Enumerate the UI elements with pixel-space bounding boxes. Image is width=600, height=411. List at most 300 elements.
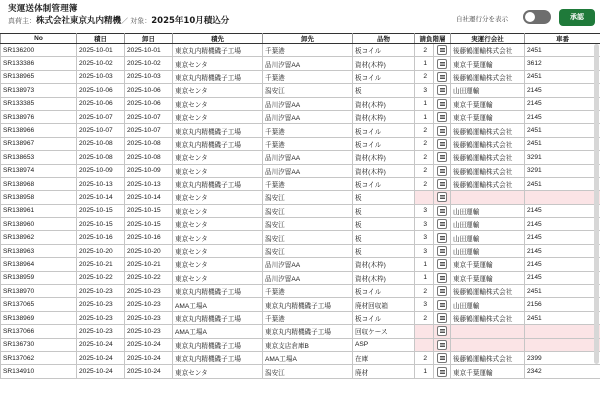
cell-no: SR138653	[1, 151, 77, 164]
cell-load-place: 東京センタ	[173, 271, 263, 284]
cell-unload-place: 潟安江	[263, 218, 353, 231]
detail-list-icon[interactable]	[437, 72, 447, 82]
detail-list-icon[interactable]	[437, 286, 447, 296]
cell-tier: 2	[415, 137, 434, 150]
table-row[interactable]	[1, 97, 600, 110]
cell-detail[interactable]	[434, 191, 451, 204]
cell-no: SR138965	[1, 70, 77, 83]
cell-plate: 2145	[525, 231, 600, 244]
table-row[interactable]	[1, 84, 600, 97]
cell-plate: 3291	[525, 164, 600, 177]
cell-unload-place: 千葉港	[263, 285, 353, 298]
cell-unload-place: 千葉港	[263, 124, 353, 137]
detail-list-icon[interactable]	[437, 367, 447, 377]
table-row[interactable]	[1, 231, 600, 244]
cell-item: 回収ケース	[353, 325, 415, 338]
cell-load-place: 東京センタ	[173, 204, 263, 217]
cell-plate	[525, 325, 600, 338]
cell-load-date: 2025-10-23	[77, 298, 125, 311]
cell-detail[interactable]	[434, 177, 451, 190]
cell-detail[interactable]	[434, 231, 451, 244]
cell-tier: 2	[415, 44, 434, 57]
col-header-item[interactable]: 品物	[353, 34, 415, 44]
cell-load-date: 2025-10-24	[77, 365, 125, 378]
cell-unload-place: 品川汐留AA	[263, 97, 353, 110]
detail-list-icon[interactable]	[437, 99, 447, 109]
cell-load-place: 東京センタ	[173, 110, 263, 123]
detail-list-icon[interactable]	[437, 259, 447, 269]
cell-load-date: 2025-10-22	[77, 271, 125, 284]
cell-item: 板	[353, 218, 415, 231]
cell-no: SR138960	[1, 218, 77, 231]
cell-plate: 2399	[525, 351, 600, 364]
cell-unload-place: 品川汐留AA	[263, 110, 353, 123]
cell-load-place: AMA工場A	[173, 325, 263, 338]
target-period: 2025年10月積込分	[151, 16, 230, 26]
cell-load-place: 東京丸内精機磯子工場	[173, 311, 263, 324]
cell-unload-place: AMA工場A	[263, 351, 353, 364]
cell-tier: 3	[415, 204, 434, 217]
cell-unload-place: 潟安江	[263, 191, 353, 204]
table-row[interactable]	[1, 298, 600, 311]
cell-detail[interactable]	[434, 97, 451, 110]
cell-detail[interactable]	[434, 70, 451, 83]
cell-load-place: 東京センタ	[173, 84, 263, 97]
cell-carrier: 後藤鶴運輸株式会社	[451, 311, 525, 324]
cell-plate: 2145	[525, 218, 600, 231]
cell-unload-date: 2025-10-03	[125, 70, 173, 83]
table-row[interactable]	[1, 325, 600, 338]
cell-load-place: 東京センタ	[173, 191, 263, 204]
cell-carrier: 後藤鶴運輸株式会社	[451, 285, 525, 298]
own-operation-toggle[interactable]	[523, 10, 551, 24]
cell-carrier: 山田運輸	[451, 218, 525, 231]
cell-no: SR138963	[1, 244, 77, 257]
cell-no: SR136730	[1, 338, 77, 351]
cell-load-place: 東京センタ	[173, 365, 263, 378]
table-row[interactable]	[1, 271, 600, 284]
table-row[interactable]	[1, 57, 600, 70]
cell-load-place: 東京丸内精機磯子工場	[173, 338, 263, 351]
cell-load-place: 東京丸内精機磯子工場	[173, 44, 263, 57]
vertical-scrollbar[interactable]	[594, 44, 599, 364]
cell-tier: 1	[415, 57, 434, 70]
cell-load-date: 2025-10-23	[77, 325, 125, 338]
table-row[interactable]	[1, 218, 600, 231]
cell-detail[interactable]	[434, 271, 451, 284]
cell-carrier: 東京千葉運輸	[451, 97, 525, 110]
cell-tier	[415, 325, 434, 338]
cell-item: ASP	[353, 338, 415, 351]
cell-tier: 3	[415, 84, 434, 97]
cell-tier: 2	[415, 151, 434, 164]
cell-no: SR138967	[1, 137, 77, 150]
cell-load-place: 東京センタ	[173, 57, 263, 70]
cell-tier: 1	[415, 271, 434, 284]
cell-load-date: 2025-10-06	[77, 97, 125, 110]
cell-plate: 2451	[525, 124, 600, 137]
col-header-unload-place[interactable]: 卸先	[263, 34, 353, 44]
cell-load-place: 東京センタ	[173, 244, 263, 257]
cell-item: 板	[353, 84, 415, 97]
cell-load-date: 2025-10-14	[77, 191, 125, 204]
cell-tier: 1	[415, 110, 434, 123]
table-row[interactable]	[1, 244, 600, 257]
cell-load-date: 2025-10-16	[77, 231, 125, 244]
cell-unload-place: 東京支店倉庫B	[263, 338, 353, 351]
cell-carrier	[451, 338, 525, 351]
cell-detail[interactable]	[434, 258, 451, 271]
table-header-row	[1, 34, 600, 44]
cell-carrier: 山田運輸	[451, 84, 525, 97]
page-header	[0, 0, 600, 32]
cell-carrier: 後藤鶴運輸株式会社	[451, 351, 525, 364]
detail-list-icon[interactable]	[437, 192, 447, 202]
cell-no: SR137062	[1, 351, 77, 364]
cell-load-date: 2025-10-23	[77, 311, 125, 324]
detail-list-icon[interactable]	[437, 219, 447, 229]
cell-carrier: 後藤鶴運輸株式会社	[451, 177, 525, 190]
cell-detail[interactable]	[434, 325, 451, 338]
cell-no: SR138976	[1, 110, 77, 123]
cell-detail[interactable]	[434, 298, 451, 311]
cell-plate: 2145	[525, 244, 600, 257]
detail-list-icon[interactable]	[437, 206, 447, 216]
cell-plate: 2145	[525, 271, 600, 284]
cell-load-date: 2025-10-15	[77, 218, 125, 231]
cell-no: SR136200	[1, 44, 77, 57]
detail-list-icon[interactable]	[437, 45, 447, 55]
cell-detail[interactable]	[434, 110, 451, 123]
cell-unload-date: 2025-10-02	[125, 57, 173, 70]
cell-item: 板コイル	[353, 311, 415, 324]
cell-detail[interactable]	[434, 351, 451, 364]
cell-carrier	[451, 325, 525, 338]
cell-load-date: 2025-10-13	[77, 177, 125, 190]
cell-carrier: 東京千葉運輸	[451, 258, 525, 271]
cell-item: 資材(木枠)	[353, 110, 415, 123]
detail-list-icon[interactable]	[437, 313, 447, 323]
cell-plate: 2156	[525, 298, 600, 311]
cell-plate: 3612	[525, 57, 600, 70]
cell-unload-date: 2025-10-08	[125, 151, 173, 164]
cell-plate	[525, 191, 600, 204]
cell-load-place: AMA工場A	[173, 298, 263, 311]
cell-detail[interactable]	[434, 285, 451, 298]
cell-load-date: 2025-10-08	[77, 137, 125, 150]
page-title: 実運送体制管理簿	[8, 4, 78, 14]
cell-unload-place: 東京丸内精機磯子工場	[263, 325, 353, 338]
table-row[interactable]	[1, 338, 600, 351]
cell-load-place: 東京丸内精機磯子工場	[173, 351, 263, 364]
table-row[interactable]	[1, 137, 600, 150]
col-header-load-date[interactable]: 積日	[77, 34, 125, 44]
cell-load-place: 東京センタ	[173, 97, 263, 110]
cell-tier: 3	[415, 218, 434, 231]
cell-tier: 2	[415, 311, 434, 324]
col-header-load-place[interactable]: 積先	[173, 34, 263, 44]
cell-unload-date: 2025-10-20	[125, 244, 173, 257]
cell-unload-place: 東京丸内精機磯子工場	[263, 298, 353, 311]
detail-list-icon[interactable]	[437, 166, 447, 176]
cell-tier: 3	[415, 298, 434, 311]
table-row[interactable]	[1, 191, 600, 204]
col-header-tier[interactable]: 請負階層	[415, 34, 451, 44]
cell-unload-date: 2025-10-24	[125, 365, 173, 378]
cell-no: SR133386	[1, 57, 77, 70]
cell-carrier: 東京千葉運輸	[451, 57, 525, 70]
detail-list-icon[interactable]	[437, 300, 447, 310]
cell-item: 資材(木枠)	[353, 151, 415, 164]
col-header-carrier[interactable]: 実運行会社	[451, 34, 525, 44]
cell-unload-date: 2025-10-23	[125, 285, 173, 298]
approve-button[interactable]: 承認	[559, 9, 595, 26]
cell-item: 廃材	[353, 365, 415, 378]
cell-carrier: 後藤鶴運輸株式会社	[451, 137, 525, 150]
detail-list-icon[interactable]	[437, 326, 447, 336]
cell-unload-date: 2025-10-01	[125, 44, 173, 57]
cell-unload-date: 2025-10-24	[125, 338, 173, 351]
cell-plate: 2451	[525, 44, 600, 57]
cell-load-date: 2025-10-20	[77, 244, 125, 257]
cell-unload-date: 2025-10-07	[125, 110, 173, 123]
cell-load-place: 東京センタ	[173, 164, 263, 177]
page-subtitle	[8, 14, 229, 26]
cell-no: SR138973	[1, 84, 77, 97]
cell-detail[interactable]	[434, 84, 451, 97]
cell-tier: 1	[415, 97, 434, 110]
cell-unload-date: 2025-10-06	[125, 84, 173, 97]
cell-no: SR138958	[1, 191, 77, 204]
cell-unload-place: 潟安江	[263, 244, 353, 257]
cell-no: SR133385	[1, 97, 77, 110]
cell-unload-date: 2025-10-16	[125, 231, 173, 244]
cell-carrier: 山田運輸	[451, 231, 525, 244]
cell-no: SR138970	[1, 285, 77, 298]
detail-list-icon[interactable]	[437, 112, 447, 122]
cell-load-date: 2025-10-09	[77, 164, 125, 177]
shipper-name: 株式会社東京丸内精機	[36, 16, 122, 26]
cell-load-date: 2025-10-07	[77, 124, 125, 137]
detail-list-icon[interactable]	[437, 152, 447, 162]
cell-tier: 2	[415, 285, 434, 298]
cell-tier	[415, 338, 434, 351]
cell-unload-date: 2025-10-08	[125, 137, 173, 150]
cell-detail[interactable]	[434, 204, 451, 217]
toggle-knob	[525, 12, 535, 22]
cell-load-date: 2025-10-06	[77, 84, 125, 97]
cell-item: 板	[353, 244, 415, 257]
cell-detail[interactable]	[434, 137, 451, 150]
cell-carrier: 東京千葉運輸	[451, 365, 525, 378]
cell-plate: 2451	[525, 70, 600, 83]
col-header-no[interactable]: No	[1, 34, 77, 44]
detail-list-icon[interactable]	[437, 179, 447, 189]
table-row[interactable]	[1, 258, 600, 271]
cell-carrier	[451, 191, 525, 204]
table-row[interactable]	[1, 365, 600, 378]
cell-unload-place: 潟安江	[263, 84, 353, 97]
cell-carrier: 山田運輸	[451, 204, 525, 217]
table-row[interactable]	[1, 151, 600, 164]
cell-carrier: 後藤鶴運輸株式会社	[451, 164, 525, 177]
cell-plate: 2451	[525, 285, 600, 298]
cell-unload-place: 品川汐留AA	[263, 151, 353, 164]
table-row[interactable]	[1, 311, 600, 324]
cell-unload-place: 潟安江	[263, 231, 353, 244]
cell-item: 板コイル	[353, 285, 415, 298]
cell-plate: 2145	[525, 204, 600, 217]
shipper-label: 真荷主：	[8, 17, 36, 25]
col-header-unload-date[interactable]: 卸日	[125, 34, 173, 44]
cell-load-date: 2025-10-03	[77, 70, 125, 83]
cell-tier: 2	[415, 351, 434, 364]
transport-table	[0, 33, 600, 379]
cell-detail[interactable]	[434, 164, 451, 177]
cell-unload-place: 品川汐留AA	[263, 271, 353, 284]
cell-no: SR138962	[1, 231, 77, 244]
cell-unload-date: 2025-10-07	[125, 124, 173, 137]
cell-item: 資材(木枠)	[353, 97, 415, 110]
cell-carrier: 後藤鶴運輸株式会社	[451, 44, 525, 57]
table-row[interactable]	[1, 44, 600, 57]
cell-item: 板	[353, 231, 415, 244]
cell-plate	[525, 338, 600, 351]
cell-no: SR138961	[1, 204, 77, 217]
cell-unload-place: 千葉港	[263, 311, 353, 324]
table-row[interactable]	[1, 124, 600, 137]
cell-load-place: 東京丸内精機磯子工場	[173, 177, 263, 190]
table-row[interactable]	[1, 177, 600, 190]
cell-carrier: 山田運輸	[451, 298, 525, 311]
cell-load-place: 東京丸内精機磯子工場	[173, 70, 263, 83]
detail-list-icon[interactable]	[437, 340, 447, 350]
cell-carrier: 東京千葉運輸	[451, 110, 525, 123]
cell-carrier: 山田運輸	[451, 244, 525, 257]
cell-item: 資材(木枠)	[353, 258, 415, 271]
cell-plate: 2145	[525, 258, 600, 271]
cell-carrier: 後藤鶴運輸株式会社	[451, 151, 525, 164]
cell-unload-place: 品川汐留AA	[263, 57, 353, 70]
detail-list-icon[interactable]	[437, 126, 447, 136]
cell-detail[interactable]	[434, 124, 451, 137]
detail-list-icon[interactable]	[437, 353, 447, 363]
table-row[interactable]	[1, 285, 600, 298]
cell-tier: 1	[415, 258, 434, 271]
cell-unload-place: 千葉港	[263, 177, 353, 190]
cell-detail[interactable]	[434, 311, 451, 324]
cell-unload-place: 品川汐留AA	[263, 164, 353, 177]
cell-plate: 2145	[525, 97, 600, 110]
col-header-plate[interactable]: 車番	[525, 34, 600, 44]
cell-item: 板	[353, 204, 415, 217]
cell-no: SR138964	[1, 258, 77, 271]
cell-detail[interactable]	[434, 338, 451, 351]
cell-plate: 2451	[525, 311, 600, 324]
detail-list-icon[interactable]	[437, 246, 447, 256]
table-row[interactable]	[1, 164, 600, 177]
detail-list-icon[interactable]	[437, 59, 447, 69]
detail-list-icon[interactable]	[437, 139, 447, 149]
cell-detail[interactable]	[434, 151, 451, 164]
own-operation-toggle-label: 自社運行分を表示	[456, 15, 508, 23]
cell-no: SR138959	[1, 271, 77, 284]
table-row[interactable]	[1, 110, 600, 123]
cell-carrier: 後藤鶴運輸株式会社	[451, 70, 525, 83]
cell-unload-place: 千葉港	[263, 137, 353, 150]
cell-load-place: 東京丸内精機磯子工場	[173, 124, 263, 137]
detail-list-icon[interactable]	[437, 273, 447, 283]
cell-item: 資材(木枠)	[353, 164, 415, 177]
cell-no: SR138966	[1, 124, 77, 137]
cell-item: 板コイル	[353, 124, 415, 137]
cell-load-date: 2025-10-01	[77, 44, 125, 57]
cell-unload-date: 2025-10-15	[125, 218, 173, 231]
cell-tier: 2	[415, 164, 434, 177]
cell-load-date: 2025-10-07	[77, 110, 125, 123]
cell-tier	[415, 191, 434, 204]
cell-detail[interactable]	[434, 57, 451, 70]
table-row[interactable]	[1, 351, 600, 364]
cell-detail[interactable]	[434, 218, 451, 231]
cell-load-date: 2025-10-24	[77, 351, 125, 364]
cell-no: SR138974	[1, 164, 77, 177]
cell-no: SR134910	[1, 365, 77, 378]
cell-plate: 2451	[525, 137, 600, 150]
cell-unload-place: 潟安江	[263, 365, 353, 378]
cell-load-date: 2025-10-24	[77, 338, 125, 351]
cell-load-place: 東京丸内精機磯子工場	[173, 285, 263, 298]
cell-item: 板コイル	[353, 70, 415, 83]
cell-tier: 1	[415, 365, 434, 378]
cell-detail[interactable]	[434, 44, 451, 57]
table-row[interactable]	[1, 204, 600, 217]
cell-plate: 2451	[525, 177, 600, 190]
cell-carrier: 後藤鶴運輸株式会社	[451, 124, 525, 137]
cell-plate: 2145	[525, 110, 600, 123]
detail-list-icon[interactable]	[437, 233, 447, 243]
cell-load-place: 東京センタ	[173, 151, 263, 164]
cell-no: SR138969	[1, 311, 77, 324]
cell-unload-date: 2025-10-22	[125, 271, 173, 284]
cell-load-date: 2025-10-21	[77, 258, 125, 271]
cell-load-place: 東京センタ	[173, 258, 263, 271]
cell-no: SR138968	[1, 177, 77, 190]
cell-unload-place: 品川汐留AA	[263, 258, 353, 271]
cell-item: 廃材回収箱	[353, 298, 415, 311]
cell-load-date: 2025-10-02	[77, 57, 125, 70]
cell-unload-date: 2025-10-14	[125, 191, 173, 204]
cell-tier: 3	[415, 231, 434, 244]
cell-unload-date: 2025-10-23	[125, 325, 173, 338]
cell-unload-date: 2025-10-13	[125, 177, 173, 190]
cell-detail[interactable]	[434, 365, 451, 378]
cell-detail[interactable]	[434, 244, 451, 257]
cell-load-place: 東京センタ	[173, 231, 263, 244]
table-row[interactable]	[1, 70, 600, 83]
cell-unload-date: 2025-10-06	[125, 97, 173, 110]
detail-list-icon[interactable]	[437, 85, 447, 95]
cell-plate: 2342	[525, 365, 600, 378]
cell-load-date: 2025-10-15	[77, 204, 125, 217]
cell-unload-place: 潟安江	[263, 204, 353, 217]
cell-unload-date: 2025-10-15	[125, 204, 173, 217]
cell-unload-date: 2025-10-23	[125, 298, 173, 311]
target-label: ／ 対象：	[121, 17, 152, 25]
cell-item: 板	[353, 191, 415, 204]
cell-item: 板コイル	[353, 137, 415, 150]
cell-unload-date: 2025-10-23	[125, 311, 173, 324]
